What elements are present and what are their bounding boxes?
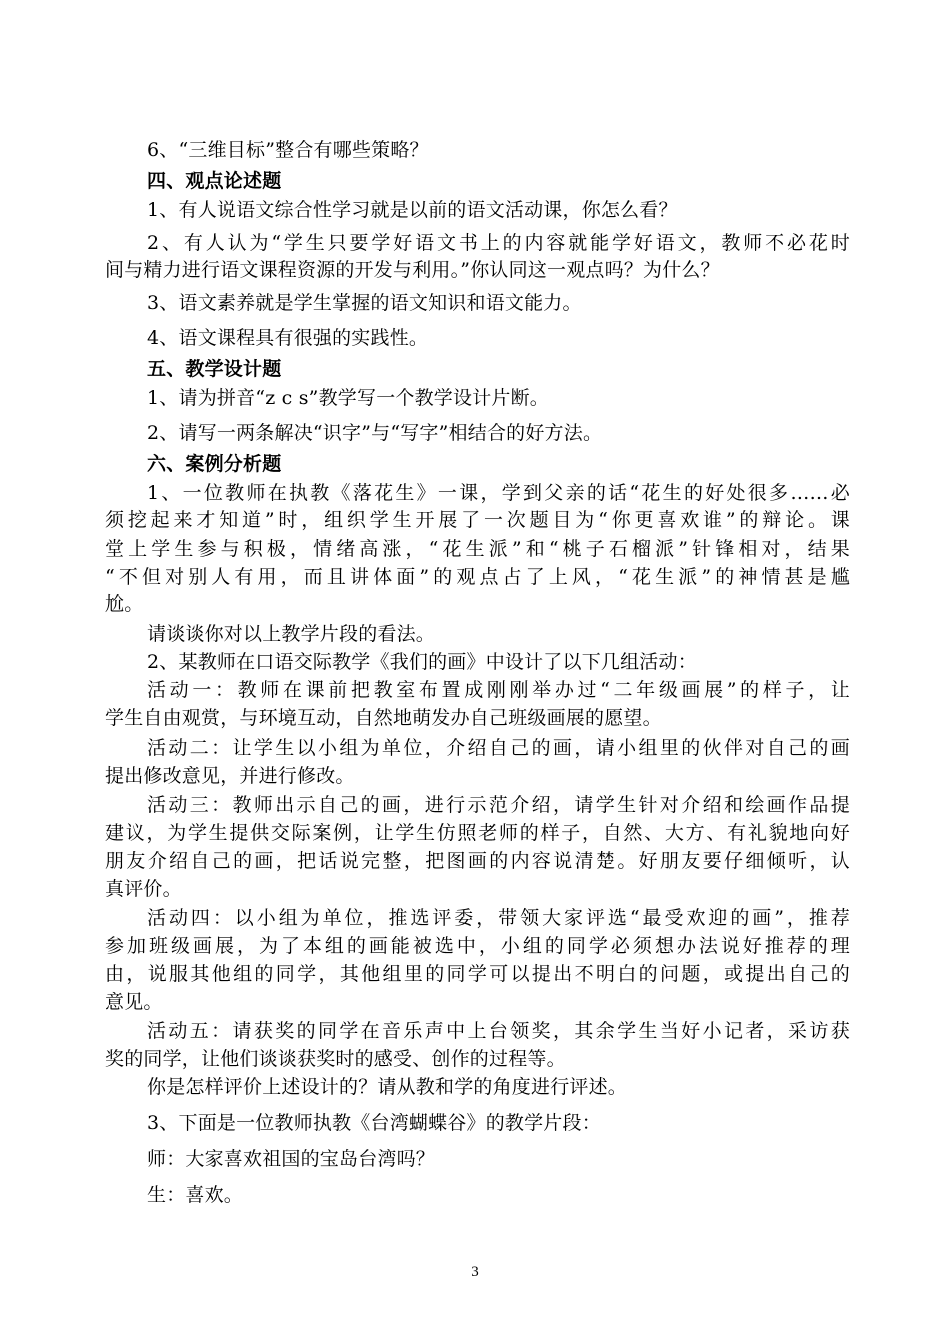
- activity-4-line-2: 参加班级画展，为了本组的画能被选中，小组的同学必须想办法说好推荐的理: [105, 935, 850, 957]
- dialogue-student: 生：喜欢。: [147, 1184, 244, 1206]
- question-4-2-cont: 间与精力进行语文课程资源的开发与利用。”你认同这一观点吗？为什么？: [105, 259, 720, 281]
- activity-2-line-2: 提出修改意见，并进行修改。: [105, 765, 355, 787]
- case-1-line-4: “不但对别人有用，而且讲体面”的观点占了上风，“花生派”的神情甚是尴: [105, 566, 850, 588]
- activity-4-line-1: 活动四：以小组为单位，推选评委，带领大家评选“最受欢迎的画”，推荐: [147, 907, 850, 929]
- case-2-prompt: 你是怎样评价上述设计的？请从教和学的角度进行评述。: [147, 1076, 628, 1098]
- question-4-1: 1、有人说语文综合性学习就是以前的语文活动课，你怎么看？: [147, 199, 678, 221]
- activity-3-line-2: 建议，为学生提供交际案例，让学生仿照老师的样子，自然、大方、有礼貌地向好: [105, 822, 850, 844]
- activity-4-line-4: 意见。: [105, 991, 163, 1013]
- section-heading-6: 六、案例分析题: [147, 453, 282, 475]
- dialogue-teacher: 师：大家喜欢祖国的宝岛台湾吗？: [147, 1148, 436, 1170]
- case-1-line-2: 须挖起来才知道”时，组织学生开展了一次题目为“你更喜欢谁”的辩论。课: [105, 509, 850, 531]
- activity-5-line-2: 奖的同学，让他们谈谈获奖时的感受、创作的过程等。: [105, 1048, 566, 1070]
- question-6: 6、“三维目标”整合有哪些策略？: [147, 139, 429, 161]
- question-5-2: 2、请写一两条解决“识字”与“写字”相结合的好方法。: [147, 422, 603, 444]
- case-3-intro: 3、下面是一位教师执教《台湾蝴蝶谷》的教学片段：: [147, 1112, 601, 1134]
- section-heading-4: 四、观点论述题: [147, 170, 282, 192]
- question-4-3: 3、语文素养就是学生掌握的语文知识和语文能力。: [147, 292, 582, 314]
- activity-1-line-1: 活动一：教师在课前把教室布置成刚刚举办过“二年级画展”的样子，让: [147, 679, 850, 701]
- case-2-intro: 2、某教师在口语交际教学《我们的画》中设计了以下几组活动：: [147, 651, 697, 673]
- section-heading-5: 五、教学设计题: [147, 358, 282, 380]
- activity-2-line-1: 活动二：让学生以小组为单位，介绍自己的画，请小组里的伙伴对自己的画: [147, 737, 850, 759]
- case-1-prompt: 请谈谈你对以上教学片段的看法。: [147, 623, 436, 645]
- activity-1-line-2: 学生自由观赏，与环境互动，自然地萌发办自己班级画展的愿望。: [105, 707, 662, 729]
- case-1-line-5: 尬。: [105, 593, 144, 615]
- case-1-line-1: 1、一位教师在执教《落花生》一课，学到父亲的话“花生的好处很多……必: [147, 482, 850, 504]
- question-5-1: 1、请为拼音“z c s”教学写一个教学设计片断。: [147, 387, 549, 409]
- case-1-line-3: 堂上学生参与积极，情绪高涨，“花生派”和“桃子石榴派”针锋相对，结果: [105, 538, 850, 560]
- activity-3-line-3: 朋友介绍自己的画，把话说完整，把图画的内容说清楚。好朋友要仔细倾听，认: [105, 850, 850, 872]
- activity-5-line-1: 活动五：请获奖的同学在音乐声中上台领奖，其余学生当好小记者，采访获: [147, 1020, 850, 1042]
- page-number: 3: [471, 1264, 479, 1280]
- question-4-2: 2、有人认为“学生只要学好语文书上的内容就能学好语文，教师不必花时: [147, 232, 850, 254]
- activity-3-line-1: 活动三：教师出示自己的画，进行示范介绍，请学生针对介绍和绘画作品提: [147, 794, 850, 816]
- question-4-4: 4、语文课程具有很强的实践性。: [147, 327, 429, 349]
- activity-4-line-3: 由，说服其他组的同学，其他组里的同学可以提出不明白的问题，或提出自己的: [105, 963, 850, 985]
- activity-3-line-4: 真评价。: [105, 878, 182, 900]
